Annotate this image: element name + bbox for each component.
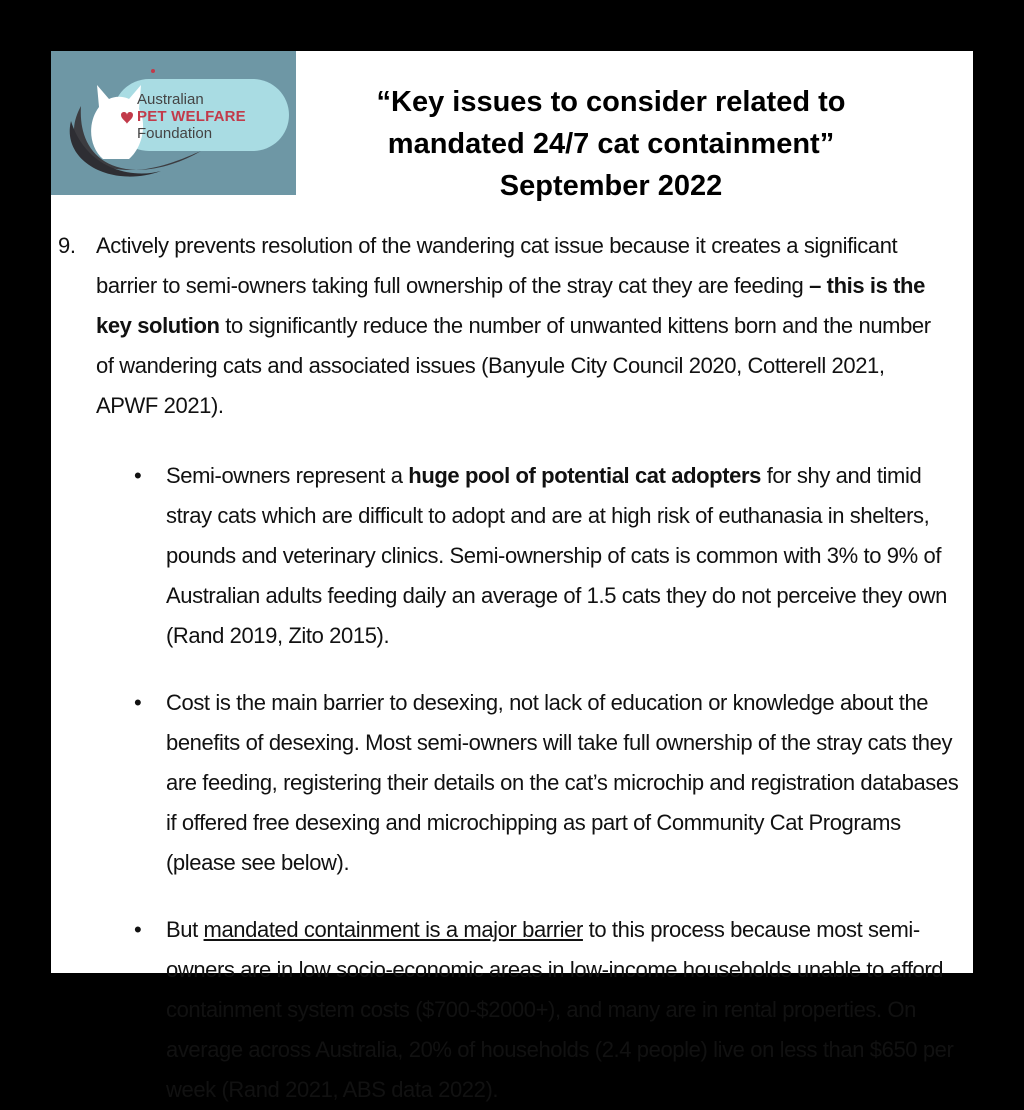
logo-line-1: Australian	[137, 91, 204, 108]
bullet-1-text-a: Semi-owners represent a	[166, 463, 409, 488]
item-9-text-b: to significantly reduce the number of unwanted kittens born and the number of wandering cats and associated issues (Banyule City Council 2020, Cotterell 2021, APWF 2021).	[96, 313, 931, 418]
title-line-3: September 2022	[499, 170, 723, 202]
bullet-item-1	[134, 456, 961, 656]
item-number: 9.	[58, 233, 76, 258]
logo-text	[137, 91, 246, 142]
bullet-item-3	[134, 910, 961, 1110]
bullet-item-2	[134, 683, 961, 883]
bullet-2-text: Cost is the main barrier to desexing, not lack of education or knowledge about the benefits of desexing. Most semi-owners will take full ownership of the stray cats they are feeding, registering their details on the cat’s microchip and registration databases if offered free desexing and microchipping as part of Community Cat Programs (please see below).	[166, 690, 959, 875]
title-line-2: mandated 24/7 cat containment”	[387, 128, 835, 160]
bullet-marker: •	[134, 917, 142, 942]
numbered-item-9	[58, 226, 941, 426]
bullet-1-text-bold: huge pool of potential cat adopters	[408, 463, 761, 488]
bullet-marker: •	[134, 690, 142, 715]
title-line-1: “Key issues to consider related to	[376, 86, 846, 118]
bullet-marker: •	[134, 463, 142, 488]
bullet-3-text-underline: mandated containment is a major barrier	[203, 917, 583, 942]
logo-line-2: PET WELFARE	[137, 108, 246, 125]
document-body	[51, 226, 973, 1110]
item-9-text-bold: – this is the key solution	[96, 273, 925, 338]
bullet-1-text-b: for shy and timid stray cats which are difficult to adopt and are at high risk of euthanasia in shelters, pounds and veterinary clinics. Semi-ownership of cats is common with 3% to 9% of Australian adults feeding daily an average of 1.5 cats they do not perceive they own (Rand 2019, Zito 2015).	[166, 463, 947, 648]
document-card	[51, 51, 973, 1102]
bullet-3-text-a: But	[166, 917, 204, 942]
logo-line-3: Foundation	[137, 125, 213, 142]
item-9-text-a: Actively prevents resolution of the wandering cat issue because it creates a significant barrier to semi-owners taking full ownership of the stray cat they are feeding	[96, 233, 898, 298]
page-title	[311, 81, 911, 207]
bullet-3-text-b: to this process because most semi-owners are in low socio-economic areas in low-income households unable to afford containment system costs ($700-$2000+), and many are in rental properties. On average across Australia, 20% of households (2.4 people) live on less than $650 per week (Rand 2021, ABS data 2022).	[166, 917, 954, 1102]
logo	[51, 51, 296, 195]
